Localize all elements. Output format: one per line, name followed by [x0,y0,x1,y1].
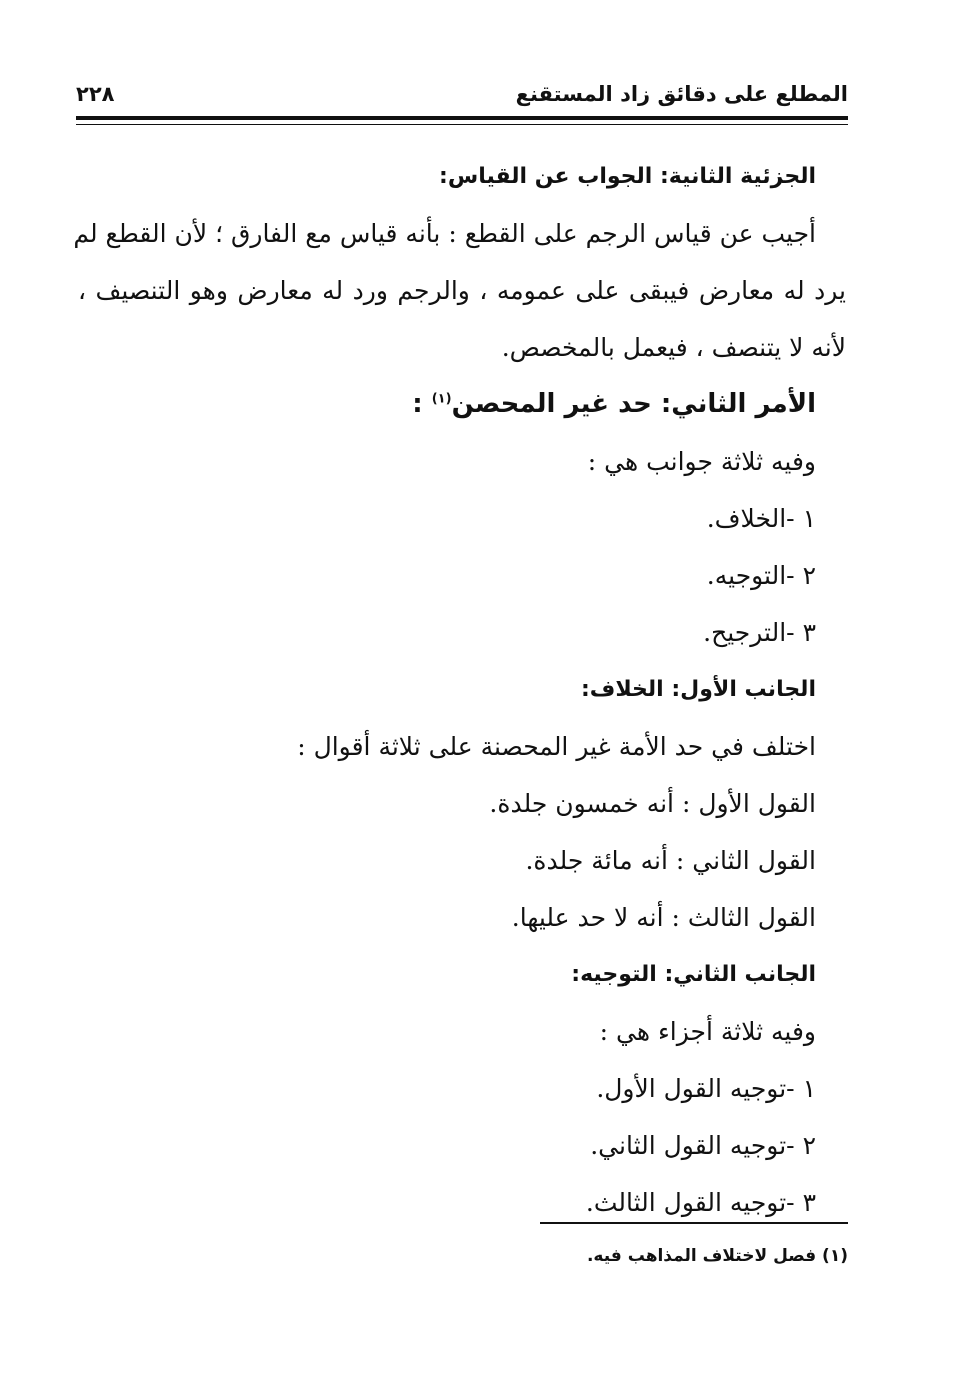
opinion-line: القول الثاني : أنه مائة جلدة. [525,846,816,875]
footnote-marker: (١) [431,391,452,407]
page-number: ٢٢٨ [76,82,115,106]
paragraph-line: يرد له معارض فيبقى على عمومه ، والرجم ورد له معارض وهو التنصيف ، [78,276,846,305]
paragraph-line: أجيب عن قياس الرجم على القطع : بأنه قياس مع الفارق ؛ لأن القطع لم [73,219,816,248]
header-rule-thick [76,116,848,120]
subheading-disagreement: الجانب الأول: الخلاف: [581,677,816,702]
footnote-separator [540,1222,848,1224]
section-heading [78,376,816,433]
list-item: ١ -توجيه القول الأول. [596,1074,816,1103]
paragraph-line: اختلف في حد الأمة غير المحصنة على ثلاثة أقوال : [297,732,816,761]
intro-line: وفيه ثلاثة جوانب هي : [587,447,816,476]
intro-line: وفيه ثلاثة أجزاء هي : [599,1017,816,1046]
paragraph-line: لأنه لا يتنصف ، فيعمل بالمخصص. [501,333,846,362]
list-item: ٣ -الترجيح. [703,618,816,647]
list-item: ٢ -توجيه القول الثاني. [590,1131,816,1160]
subheading-analogy-answer: الجزئية الثانية: الجواب عن القياس: [439,164,816,189]
list-item: ٢ -التوجيه. [706,561,816,590]
footnote: (١) فصل لاختلاف المذاهب فيه. [586,1246,848,1266]
book-title: المطلع على دقائق زاد المستقنع [515,82,848,106]
subheading-justification: الجانب الثاني: التوجيه: [571,962,816,987]
list-item: ٣ -توجيه القول الثالث. [585,1188,816,1217]
opinion-line: القول الثالث : أنه لا حد عليها. [511,903,816,932]
page-header [76,82,848,112]
section-heading-text: الأمر الثاني: حد غير المحصن [451,389,816,419]
opinion-line: القول الأول : أنه خمسون جلدة. [489,789,816,818]
page-body [73,148,846,1231]
list-item: ١ -الخلاف. [706,504,816,533]
section-heading-suffix: : [412,389,432,419]
header-rule-thin [76,124,848,125]
